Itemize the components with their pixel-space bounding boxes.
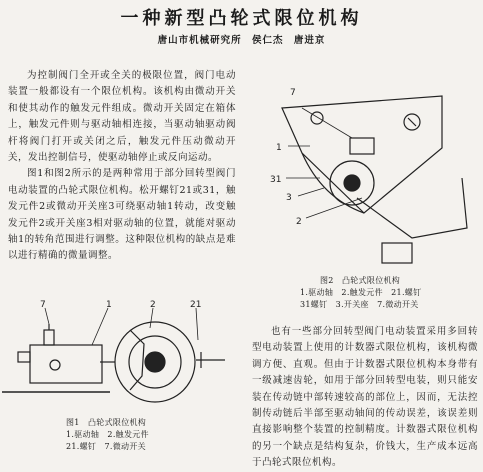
paragraph: 为控制阀门全开或全关的极限位置，阀门电动装置一般都设有一个限位机构。该机构由微动开关和使其动作的触发元件组成。微动开关固定在箱体上，触发元件则与驱动轴相连接，当驱动轴驱动阀杆将阀门打开或关闭之后，触发元件压动微动开关，发出控制信号，使驱动轴停止或反向运动。 xyxy=(8,70,236,164)
left-column-text xyxy=(8,68,236,265)
caption-line: 31螺钉 3.开关座 7.微动开关 xyxy=(300,300,419,309)
paragraph: 也有一些部分回转型阀门电动装置采用多回转型电动装置上使用的计数器式限位机构，该机构微调方便、直观。但由于计数器式限位机构本身带有一级减速齿轮，如用于部分回转型电装，则只能安装在传动链中部转速较高的部位上，因而，无法控制传动链后半部至驱动轴间的传动误差，该误差则直接影响整个装置的控制精度。计数器式限位机构的另一个缺点是结构复杂，价钱大，生产成本远高于凸轮式限位机构。 xyxy=(252,326,478,469)
article-title: 一种新型凸轮式限位机构 xyxy=(120,8,363,29)
author-line xyxy=(0,32,483,46)
right-column-text xyxy=(252,324,478,472)
micro-switch xyxy=(350,138,374,154)
caption-line: 21.螺钉 7.微动开关 xyxy=(66,442,146,451)
figure-label: 2 xyxy=(150,300,156,310)
caption-line: 1.驱动轴 2.触发元件 xyxy=(66,430,149,439)
caption-line: 1.驱动轴 2.触发元件 21.螺钉 xyxy=(300,288,422,297)
affiliation: 唐山市机械研究所 xyxy=(157,35,242,46)
switch-body xyxy=(30,345,102,383)
figure-label: 31 xyxy=(270,175,282,185)
caption-title: 图1 凸轮式限位机构 xyxy=(66,418,147,427)
figure-1-caption xyxy=(66,417,149,453)
figure-2-caption xyxy=(300,275,421,311)
figure-label: 1 xyxy=(106,300,112,310)
figure-label: 7 xyxy=(40,300,46,310)
figure-2-drawing xyxy=(262,78,477,273)
paragraph: 图1和图2所示的是两种常用于部分回转型阀门电动装置的凸轮式限位机构。松开螺钉21或31，触发元件2或微动开关座3可绕驱动轴1转动，改变触发元件2或开关座3相对驱动轴的位置，就能对驱动轴1的转角范围进行调整。这种限位机构的缺点是难以进行精确的微量调整。 xyxy=(8,168,236,262)
figure-label: 2 xyxy=(296,217,302,227)
figure-label: 7 xyxy=(290,88,296,98)
author-name: 唐进京 xyxy=(293,35,326,46)
figure-label: 3 xyxy=(286,193,292,203)
figure-label: 1 xyxy=(276,143,282,153)
figure-1-drawing xyxy=(0,300,240,415)
author-name: 侯仁杰 xyxy=(251,35,284,46)
caption-title: 图2 凸轮式限位机构 xyxy=(320,276,401,285)
figure-label: 21 xyxy=(190,300,202,310)
